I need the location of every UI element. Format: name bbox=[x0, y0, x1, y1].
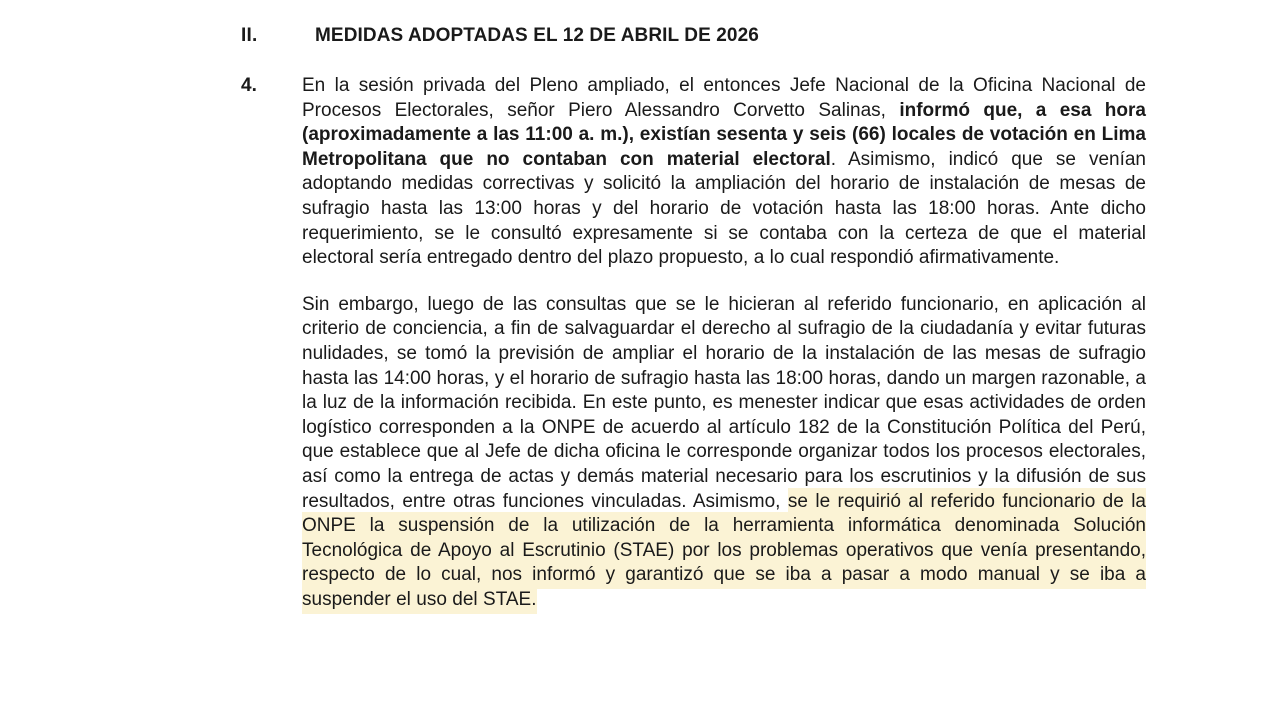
paragraph-1-run-regular-lead: En la sesión privada del Pleno ampliado, el entonces Jefe Nacional de la Oficina Nacional de Procesos Electorales, señor Piero Alessandro Corvetto Salinas, bbox=[302, 75, 1146, 121]
paragraph-2 bbox=[302, 293, 1146, 613]
paragraph-1-run-bold: informó que, a esa hora (aproximadamente a las 11:00 a. m.), existían sesenta y seis (66) locales de votación en Lima Metropolitana que no contaban con material electoral bbox=[302, 99, 1146, 170]
section-title: MEDIDAS ADOPTADAS EL 12 DE ABRIL DE 2026 bbox=[315, 25, 759, 46]
paragraph-2-run-highlighted: se le requirió al referido funcionario de la ONPE la suspensión de la utilización de la herramienta informática denominada Solución Tecnológica de Apoyo al Escrutinio (STAE) por los problemas operativos que venía presentando, respecto de lo cual, nos informó y garantizó que se iba a pasar a modo manual y se iba a suspender el uso del STAE. bbox=[302, 488, 1146, 614]
section-heading bbox=[241, 24, 1146, 48]
paragraph-1-run-regular-tail: . Asimismo, indicó que se venían adoptando medidas correctivas y solicitó la ampliación del horario de instalación de mesas de sufragio hasta las 13:00 horas y del horario de votación hasta las 18:00 horas. Ante dicho requerimiento, se le consultó expresamente si se contaba con la certeza de que el material electoral sería entregado dentro del plazo propuesto, a lo cual respondió afirmativamente. bbox=[302, 148, 1147, 269]
section-numeral: II. bbox=[241, 25, 258, 46]
paragraph-1 bbox=[302, 74, 1146, 271]
numbered-item-block bbox=[241, 74, 1146, 612]
item-body bbox=[302, 74, 1146, 612]
paragraph-2-run-regular: Sin embargo, luego de las consultas que se le hicieran al referido funcionario, en aplicación al criterio de conciencia, a fin de salvaguardar el derecho al sufragio de la ciudadanía y evitar futuras nulidades, se tomó la previsión de ampliar el horario de la instalación de las mesas de sufragio hasta las 14:00 horas, y el horario de sufragio hasta las 18:00 horas, dando un margen razonable, a la luz de la información recibida. En este punto, es menester indicar que esas actividades de orden logístico corresponden a la ONPE de acuerdo al artículo 182 de la Constitución Política del Perú, que establece que al Jefe de dicha oficina le corresponde organizar todos los procesos electorales, así como la entrega de actas y demás material necesario para los escrutinios y la difusión de sus resultados, entre otras funciones vinculadas. Asimismo, bbox=[302, 293, 1146, 512]
item-number: 4. bbox=[241, 75, 257, 96]
